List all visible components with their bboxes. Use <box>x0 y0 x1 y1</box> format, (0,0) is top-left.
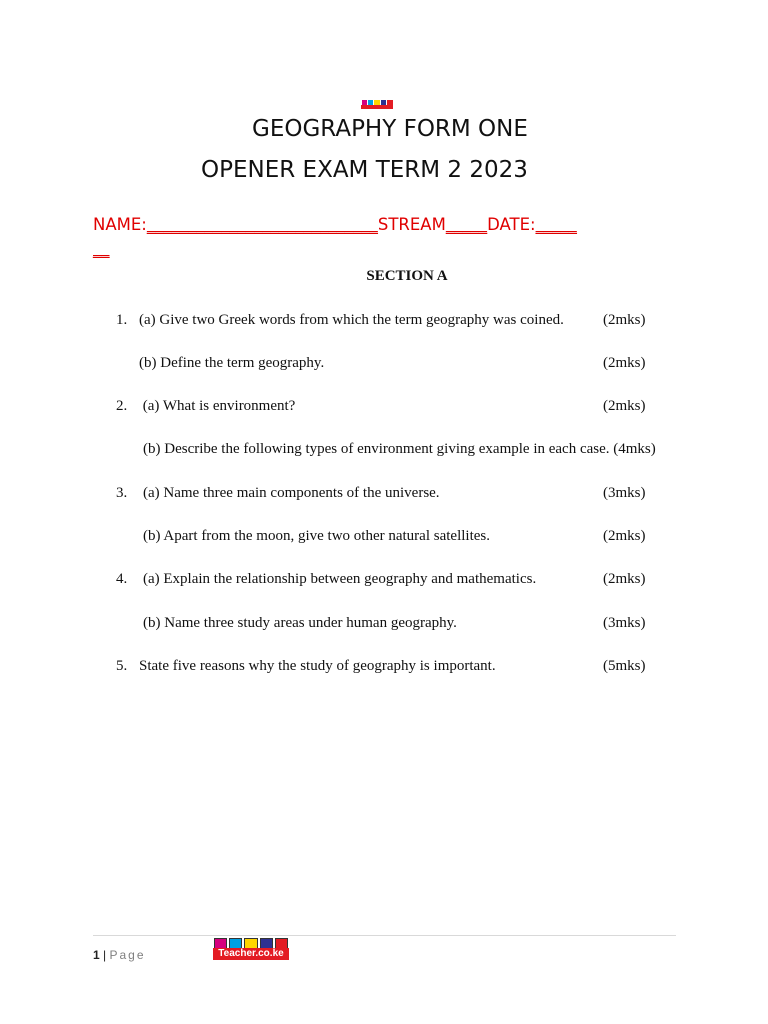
question-marks: (2mks) <box>603 528 646 544</box>
question-marks: (3mks) <box>603 615 646 631</box>
student-details-row <box>93 213 683 261</box>
question-number: 5. <box>116 658 128 674</box>
question-text: (b) Describe the following types of environment giving example in each case. (4mks) <box>143 441 656 457</box>
question-text: (a) Name three main components of the universe. <box>143 485 440 501</box>
exam-title-line1: GEOGRAPHY FORM ONE <box>252 116 528 142</box>
teacher-logo-small <box>361 100 393 109</box>
question-number: 3. <box>116 485 128 501</box>
section-heading: SECTION A <box>366 268 448 284</box>
question-marks: (2mks) <box>603 312 646 328</box>
question-number: 4. <box>116 571 128 587</box>
logo-text: Teacher.co.ke <box>213 948 289 960</box>
question-marks: (2mks) <box>603 398 646 414</box>
question-marks: (5mks) <box>603 658 646 674</box>
footer-divider <box>93 935 676 936</box>
question-text: (b) Name three study areas under human geography. <box>143 615 457 631</box>
date-label: DATE: <box>487 215 536 234</box>
question-text: (a) Explain the relationship between geography and mathematics. <box>143 571 537 587</box>
page-number: 1 <box>93 948 100 962</box>
exam-title-line2: OPENER EXAM TERM 2 2023 <box>201 157 528 183</box>
date-blank: _____ <box>535 215 577 234</box>
footer-separator: | <box>99 948 110 962</box>
books-icon <box>361 100 393 105</box>
stream-blank: _____ <box>445 215 488 234</box>
question-text: (a) Give two Greek words from which the term geography was coined. <box>139 312 564 328</box>
question-text: (a) What is environment? <box>139 398 296 414</box>
question-number: 1. <box>116 312 128 328</box>
question-marks: (3mks) <box>603 485 646 501</box>
name-blank: ____________________________ <box>146 215 378 234</box>
stream-label: STREAM <box>377 215 446 234</box>
date-blank-wrap: __ <box>93 239 110 258</box>
question-text: (b) Apart from the moon, give two other natural satellites. <box>143 528 490 544</box>
question-text: (b) Define the term geography. <box>139 355 325 371</box>
question-text: State five reasons why the study of geography is important. <box>139 658 496 674</box>
question-marks: (2mks) <box>603 355 646 371</box>
question-number: 2. <box>116 398 128 414</box>
teacher-logo <box>213 938 289 962</box>
page-label: Page <box>109 948 146 962</box>
question-marks: (2mks) <box>603 571 646 587</box>
books-icon <box>213 938 289 948</box>
name-label: NAME: <box>93 215 147 234</box>
page-footer <box>93 948 146 962</box>
